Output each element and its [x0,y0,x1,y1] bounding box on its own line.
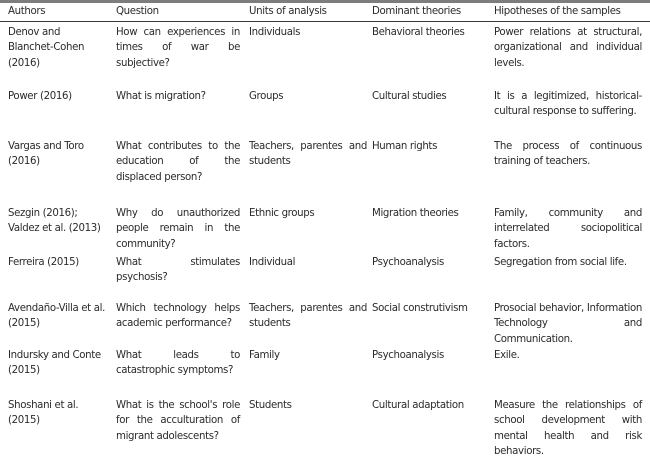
cell-units: Teachers, parentes and students [249,141,367,168]
cell-question: What is the school's role for the acculturation of migrant adolescents? [116,400,240,442]
cell-units: Students [249,400,292,411]
cell-authors: Sezgin (2016); Valdez et al. (2013) [8,208,101,235]
cell-authors: Denov and Blanchet-Cohen (2016) [8,27,85,69]
cell-question: Which technology helps academic performance? [116,303,240,330]
header-hypotheses: Hipotheses of the samples [494,6,621,17]
cell-hypotheses: Exile. [494,350,520,361]
cell-theories: Human rights [372,141,438,152]
cell-units: Individuals [249,27,301,38]
cell-question: What contributes to the education of the displaced person? [116,141,240,183]
header-rule [0,21,650,22]
cell-theories: Behavioral theories [372,27,465,38]
cell-hypotheses: The process of continuous training of teachers. [494,141,642,168]
cell-theories: Migration theories [372,208,459,219]
cell-theories: Cultural adaptation [372,400,464,411]
cell-question: How can experiences in times of war be subjective? [116,27,240,69]
cell-question: What stimulates psychosis? [116,257,240,284]
cell-question: What is migration? [116,91,206,102]
cell-hypotheses: It is a legitimized, historical-cultural response to suffering. [494,91,642,118]
cell-units: Groups [249,91,284,102]
cell-question: Why do unauthorized people remain in the community? [116,208,240,250]
cell-theories: Social construtivism [372,303,468,314]
cell-hypotheses: Power relations at structural, organizational and individual levels. [494,27,642,69]
header-units: Units of analysis [249,6,327,17]
header-question: Question [116,6,159,17]
cell-theories: Psychoanalysis [372,350,444,361]
cell-hypotheses: Segregation from social life. [494,257,627,268]
cell-question: What leads to catastrophic symptoms? [116,350,240,377]
cell-authors: Avendaño-Villa et al. (2015) [8,303,105,330]
cell-units: Ethnic groups [249,208,315,219]
table-top-rule [0,0,650,3]
cell-hypotheses: Measure the relationships of school development with mental health and risk behaviors. [494,400,642,457]
cell-units: Individual [249,257,296,268]
cell-theories: Psychoanalysis [372,257,444,268]
cell-authors: Indursky and Conte (2015) [8,350,101,377]
cell-units: Teachers, parentes and students [249,303,367,330]
cell-units: Family [249,350,280,361]
cell-authors: Vargas and Toro (2016) [8,141,84,168]
cell-authors: Power (2016) [8,91,72,102]
cell-authors: Shoshani et al. (2015) [8,400,79,427]
cell-authors: Ferreira (2015) [8,257,79,268]
cell-theories: Cultural studies [372,91,447,102]
header-authors: Authors [8,6,46,17]
cell-hypotheses: Family, community and interrelated sociopolitical factors. [494,208,642,250]
header-theories: Dominant theories [372,6,461,17]
cell-hypotheses: Prosocial behavior, Information Technology and Communication. [494,303,642,345]
